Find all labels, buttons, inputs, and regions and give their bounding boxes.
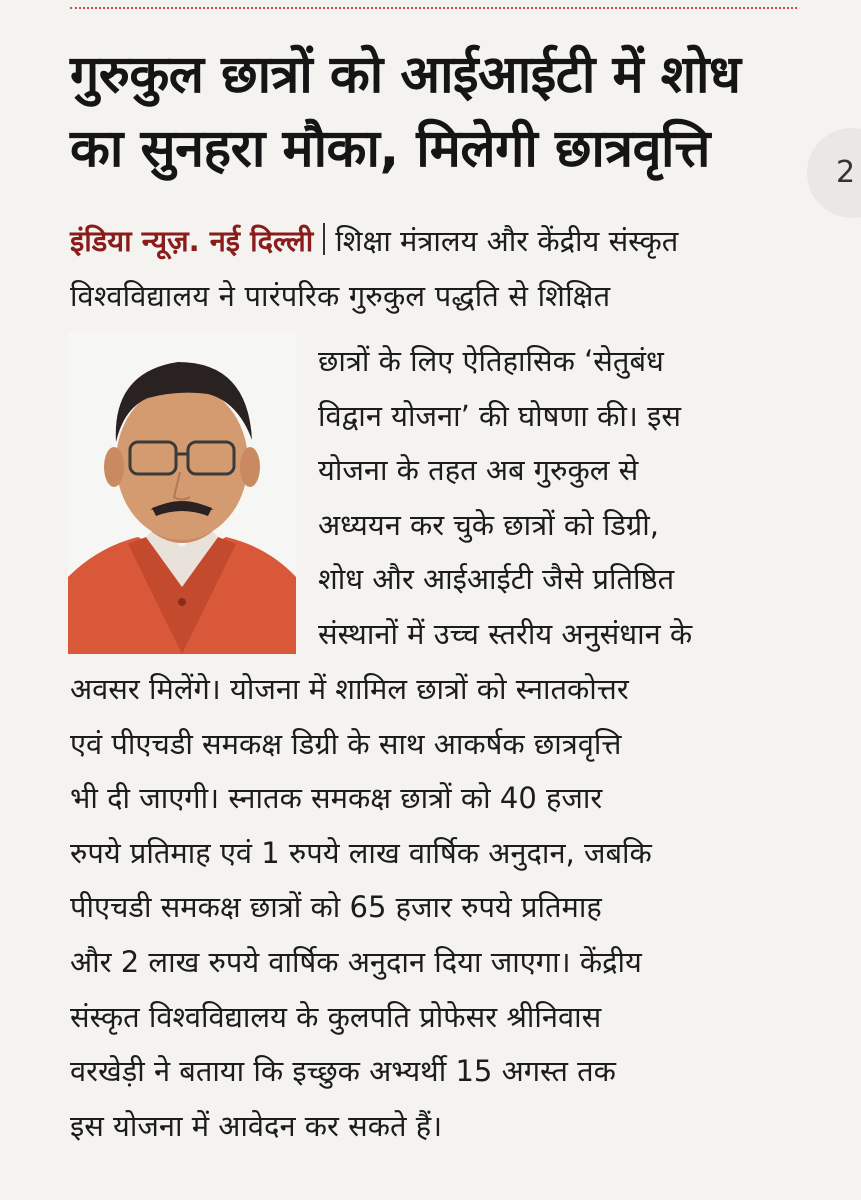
article-line: वरखेड़ी ने बताया कि इच्छुक अभ्यर्थी 15 अगस्त तक bbox=[70, 1054, 616, 1089]
article-line: अवसर मिलेंगे। योजना में शामिल छात्रों को स्नातकोत्तर bbox=[70, 672, 629, 706]
article-line-text: विश्वविद्यालय ने पारंपरिक गुरुकुल पद्धति से शिक्षित bbox=[70, 278, 611, 313]
article-line: संस्कृत विश्वविद्यालय के कुलपति प्रोफेसर श्रीनिवास bbox=[70, 999, 602, 1034]
article-line: रुपये प्रतिमाह एवं 1 रुपये लाख वार्षिक अनुदान, जबकि bbox=[70, 835, 652, 870]
headline bbox=[70, 38, 790, 186]
article-side-column bbox=[318, 334, 798, 662]
top-dotted-rule bbox=[70, 7, 797, 9]
article-intro bbox=[70, 214, 798, 323]
article-line: और 2 लाख रुपये वार्षिक अनुदान दिया जाएगा। केंद्रीय bbox=[70, 944, 642, 979]
article-line: विद्वान योजना’ की घोषणा की। इस bbox=[318, 398, 681, 433]
article-line: अध्ययन कर चुके छात्रों को डिग्री, bbox=[318, 507, 659, 542]
page-number: 2 bbox=[836, 155, 856, 190]
article-line: इस योजना में आवेदन कर सकते हैं। bbox=[70, 1108, 443, 1143]
article-line: योजना के तहत अब गुरुकुल से bbox=[318, 453, 639, 488]
portrait-illustration bbox=[68, 332, 296, 654]
article-line-text: शिक्षा मंत्रालय और केंद्रीय संस्कृत bbox=[335, 224, 679, 258]
byline-separator bbox=[323, 223, 325, 255]
person-photo bbox=[68, 332, 296, 654]
article-line bbox=[70, 214, 798, 269]
headline-line-2: का सुनहरा मौका, मिलेगी छात्रवृत्ति bbox=[70, 119, 710, 179]
article-line: भी दी जाएगी। स्नातक समकक्ष छात्रों को 40 हजार bbox=[70, 781, 603, 816]
article-line: छात्रों के लिए ऐतिहासिक ‘सेतुबंध bbox=[318, 344, 664, 378]
article-line bbox=[70, 269, 798, 324]
article-line: एवं पीएचडी समकक्ष डिग्री के साथ आकर्षक छात्रवृत्ति bbox=[70, 726, 622, 761]
headline-line-1: गुरुकुल छात्रों को आईआईटी में शोध bbox=[70, 45, 741, 105]
article-line: शोध और आईआईटी जैसे प्रतिष्ठित bbox=[318, 562, 675, 597]
article-body bbox=[70, 662, 798, 1153]
article-line: पीएचडी समकक्ष छात्रों को 65 हजार रुपये प्रतिमाह bbox=[70, 890, 602, 925]
article-line: संस्थानों में उच्च स्तरीय अनुसंधान के bbox=[318, 616, 693, 651]
byline: इंडिया न्यूज़. नई दिल्ली bbox=[70, 224, 314, 258]
